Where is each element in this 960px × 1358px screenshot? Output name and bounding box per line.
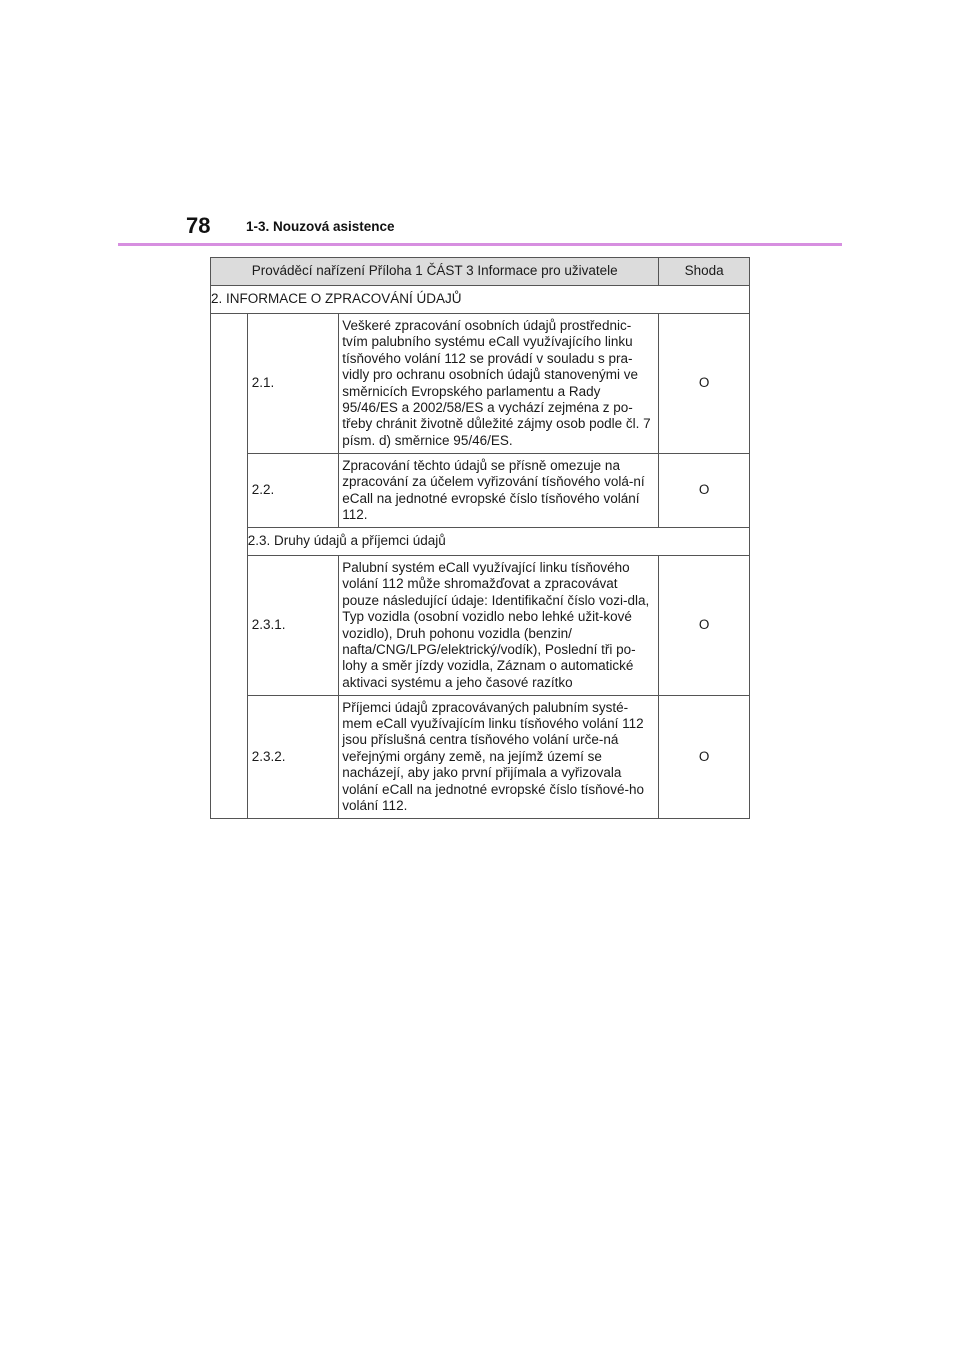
indent-cell: [211, 314, 248, 819]
row-number: 2.2.: [247, 454, 339, 528]
row-shoda: O: [659, 454, 750, 528]
row-number: 2.3.2.: [247, 696, 339, 819]
table-row: [211, 454, 750, 528]
page-number: 78: [186, 213, 211, 238]
row-text: Příjemci údajů zpracovávaných palubním systé-mem eCall využívajícím linku tísňového volání 112 jsou příslušná centra tísňového volání urče-ná veřejnými orgány země, na jejímž území se nacházejí, aby jako první přijímala a vyřizovala volání eCall na jednotné evropské číslo tísňové-ho volání 112.: [339, 696, 659, 819]
row-text: Palubní systém eCall využívající linku tísňového volání 112 může shromažďovat a zpracovávat pouze následující údaje: Identifikační číslo vozi-dla, Typ vozidla (osobní vozidlo nebo lehké užit-kové vozidlo), Druh pohonu vozidla (benzin/ nafta/CNG/LPG/elektrický/vodík), Poslední tři po-lohy a směr jízdy vozidla, Záznam o automatické aktivaci systému a jeho časové razítko: [339, 556, 659, 696]
row-shoda: O: [659, 696, 750, 819]
table-row: [211, 314, 750, 454]
compliance-table: [210, 257, 750, 819]
section-title: 1-3. Nouzová asistence: [246, 219, 395, 234]
row-shoda: O: [659, 314, 750, 454]
table-row: [211, 556, 750, 696]
column-header-shoda: Shoda: [659, 258, 750, 286]
row-number: 2.1.: [247, 314, 339, 454]
header-divider: [118, 243, 842, 246]
column-header-regulation: Prováděcí nařízení Příloha 1 ČÁST 3 Informace pro uživatele: [211, 258, 659, 286]
subsection-heading-row: [211, 528, 750, 556]
table-row: [211, 696, 750, 819]
row-number: 2.3.1.: [247, 556, 339, 696]
row-text: Zpracování těchto údajů se přísně omezuje na zpracování za účelem vyřizování tísňového volá-ní eCall na jednotné evropské číslo tísňového volání 112.: [339, 454, 659, 528]
row-text: Veškeré zpracování osobních údajů prostřednic-tvím palubního systému eCall využívajícího linku tísňového volání 112 se provádí v souladu s pra-vidly pro ochranu osobních údajů stanovenými ve směrnicích Evropského parlamentu a Rady 95/46/ES a 2002/58/ES a vychází zejména z po-třeby chránit životně důležité zájmy osob podle čl. 7 písm. d) směrnice 95/46/ES.: [339, 314, 659, 454]
section-heading: 2. INFORMACE O ZPRACOVÁNÍ ÚDAJŮ: [211, 286, 750, 314]
section-heading-row: [211, 286, 750, 314]
row-shoda: O: [659, 556, 750, 696]
table-header-row: [211, 258, 750, 286]
subsection-heading: 2.3. Druhy údajů a příjemci údajů: [247, 528, 749, 556]
